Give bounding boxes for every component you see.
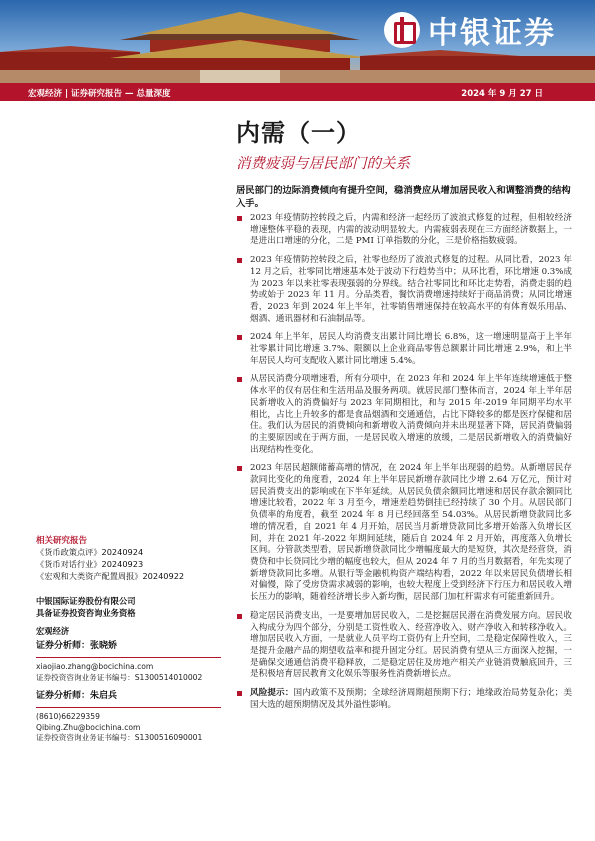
report-subtitle: 消费疲弱与居民部门的关系 [236,156,410,172]
report-meta-bar [0,83,595,101]
key-points-list [236,213,572,718]
related-report-link[interactable]: 《宏观和大类资产配置周报》20240922 [36,571,185,581]
report-title: 内需（一） [236,118,361,147]
analyst-2 [36,690,221,744]
key-point: 2023 年疫情防控转段之后，社零也经历了波浪式修复的过程。从同比看，2023 年 12 月之后，社零同比增速基本处于波动下行趋势当中；从环比看，环比增速 0.3%成为 2023 年以来社零表现强弱的分界线。结合社零同比和环比走势看，消费走弱的趋势或始于 2023 年 11 月。分品类看，餐饮消费增速持续好于商品消费；从同比增速看，2023 年到 2024 年上半年，社零销售增速保持在较高水平的有体育娱乐用品、烟酒、通讯器材和石油制品等。 [236,255,572,325]
report-summary: 居民部门的边际消费倾向有提升空间，稳消费应从增加居民收入和调整消费的结构入手。 [236,185,571,209]
risk-warning-label: 风险提示： [250,688,294,699]
report-date: 2024 年 9 月 27 日 [461,89,543,99]
related-report-link[interactable]: 《货币对话行业》20240923 [36,559,144,569]
brand-logo [384,10,556,50]
firm-license: 具备证券投资咨询业务资格 [36,608,136,618]
key-point: 2024 年上半年，居民人均消费支出累计同比增长 6.8%，这一增速明显高于上半年社零累计同比增速 3.7%、限额以上企业商品零售总额累计同比增速 2.9%，和上半年居民人均可支配收入累计同比增速 5.4%。 [236,332,572,367]
firm-info [36,595,221,637]
boc-logo-icon [384,12,420,48]
analyst-email[interactable]: xiaojiao.zhang@bocichina.com [36,662,154,671]
brand-name: 中银证券 [428,16,556,51]
risk-warning: 风险提示：国内政策不及预期；全球经济周期超预期下行；地缘政治局势复杂化；美国大选的超预期情况及其外溢性影响。 [236,688,572,711]
key-point: 2023 年疫情防控转段之后，内需和经济一起经历了波浪式修复的过程，但相较经济增速整体平稳的表现，内需的波动明显较大。内需疲弱表现在三方面经济数据上，一是进出口增速的分化，二是 PMI 订单指数的分化，三是价格指数疲弱。 [236,213,572,248]
key-point: 从居民消费分项增速看，所有分项中，在 2023 年和 2024 年上半年连续增速低于整体水平的仅有居住和生活用品及服务两项。就居民部门整体而言，2024 年上半年居民新增收入的消费偏好与 2023 年同期相比，和与 2015 年-2019 年同期平均水平相比，占比上升较多的都是食品烟酒和交通通信，占比下降较多的都是医疗保健和居住。我们认为居民的消费倾向和新增收入消费倾向并未出现显著下降，居民消费偏弱的主要原因或在于两方面，一是居民收入增速的放缓，二是居民新增收入的消费偏好出现结构性变化。 [236,374,572,456]
analyst-email[interactable]: Qibing.Zhu@bocichina.com [36,722,141,732]
key-point: 2023 年居民超额储蓄高增的情况，在 2024 年上半年出现弱的趋势。从新增居民存款同比变化的角度看，2024 年上半年居民新增存款同比少增 2.64 万亿元，预计对居民消费支出的影响或在下半年延续。从居民负债余额同比增速和居民存款余额同比增速比较看，2022 年 3 月至今，增速差趋势倒挂已经持续了 30 个月。从居民部门负债率的角度看，截至 2024 年 8 月已经回落至 54.03%。从居民新增贷款同比多增的情况看，自 2021 年 4 月开始，居民当月新增贷款同比多增开始落入负增长区间，并在 2021 年-2022 年期间延续，随后自 2024 年 2 月开始，再度落入负增长区间。分管款类型看，居民新增贷款同比少增幅度最大的是短贷，其次是经营贷，消费贷和中长贷同比少增的幅度也较大，但从 2024 年 7 月的当月数据看，年先实现了新增贷款同比多增。从银行等金融机构资产端结构看，2022 年以来居民负债增长相对偏慢，除了受房贷需求减弱的影响，也较大程度上受到经济下行压力和居民收入增长压力的影响，随着经济增长步入新均衡，居民部门加杠杆需求有可能重新回升。 [236,463,572,603]
analyst-cert: 证券投资咨询业务证书编号：S1300514010002 [36,672,203,682]
analyst-phone: (8610)66229359 [36,712,100,721]
related-report-link[interactable]: 《货币政策点评》20240924 [36,547,144,557]
analyst-1 [36,640,221,683]
sector-label: 宏观经济 [36,626,70,636]
report-category: 宏观经济 | 证券研究报告 — 总量深度 [28,89,171,99]
analyst-name: 证券分析师：朱启兵 [36,691,118,701]
firm-name: 中银国际证券股份有限公司 [36,596,136,606]
divider [36,657,221,658]
related-heading: 相关研究报告 [36,536,88,546]
analyst-name: 证券分析师：张晓娇 [36,641,118,651]
divider [36,707,221,708]
related-reports [36,534,221,582]
key-point: 稳定居民消费支出，一是要增加居民收入，二是挖掘居民潜在消费发展方向。居民收入构成分为四个部分，分别是工资性收入、经营净收入、财产净收入和转移净收入。增加居民收入方面，一是就业人员平均工资仍有上升空间，二是稳定保障性收入，三是提升金融产品的期望收益率和提升固定分红。居民消费有望从三方面深入挖掘，一是确保交通通信消费平稳释放，二是稳定居住及房地产相关产业链消费触底回升，三是积极培育居民教育文化娱乐等服务性消费新增长点。 [236,611,572,681]
analyst-cert: 证券投资咨询业务证书编号：S1300516090001 [36,733,203,742]
header-banner [0,0,595,83]
